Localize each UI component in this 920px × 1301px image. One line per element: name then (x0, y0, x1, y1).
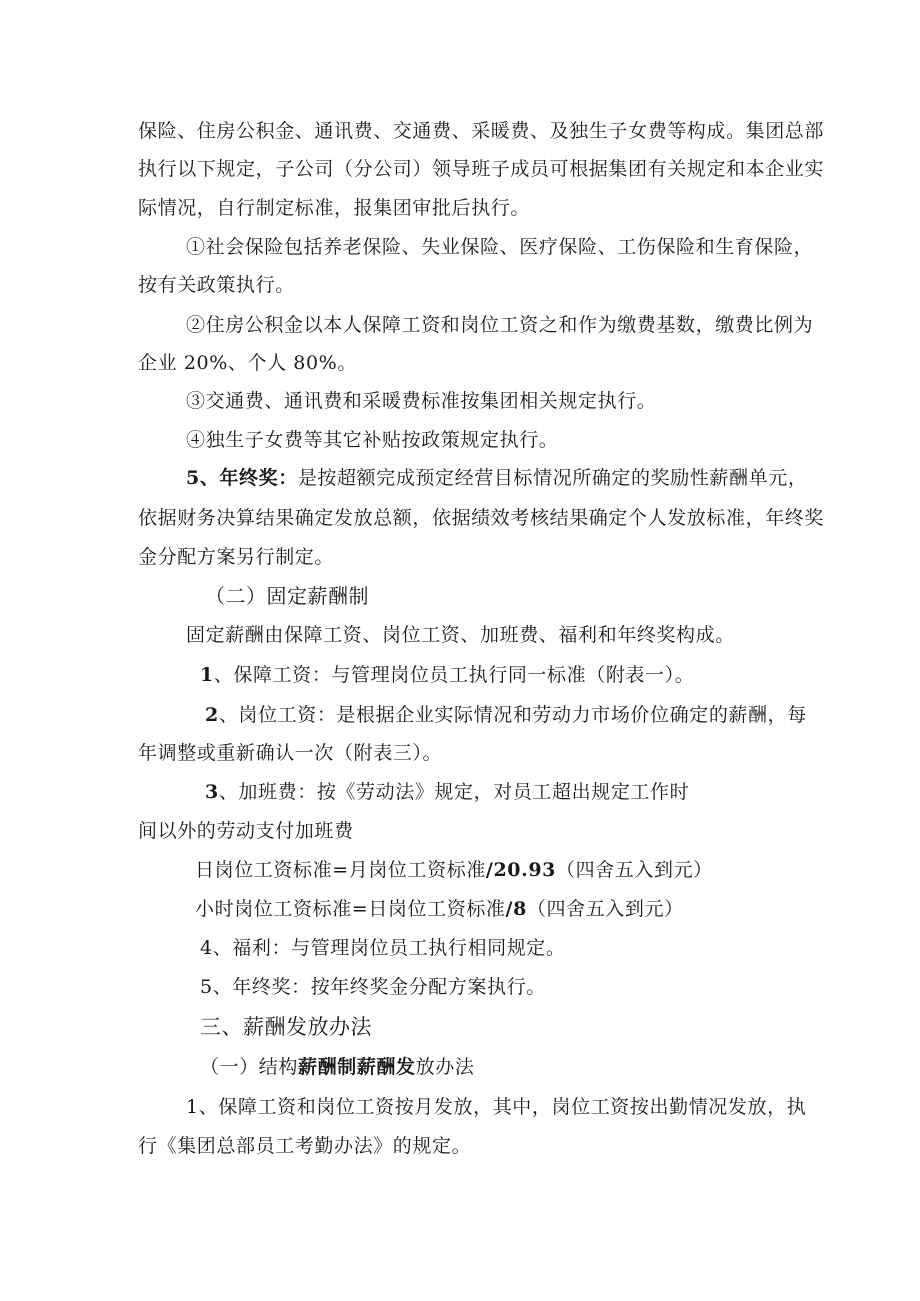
bonus-line (186, 466, 807, 490)
fixed-salary-intro: 固定薪酬由保障工资、岗位工资、加班费、福利和年终奖构成。 (186, 624, 735, 646)
paragraph-line: 金分配方案另行制定。 (138, 546, 335, 568)
formula-text: 日岗位工资标准=月岗位工资标准 (195, 859, 486, 881)
paragraph-line: 保险、住房公积金、通讯费、交通费、采暖费、及独生子女费等构成。集团总部 (138, 120, 825, 142)
bonus-label: 5、年终奖： (186, 467, 298, 489)
bonus-text: 是按超额完成预定经营目标情况所确定的奖励性薪酬单元， (297, 467, 808, 489)
overtime-line (205, 780, 689, 804)
formula-note: （四舍五入到元） (555, 859, 713, 881)
position-wage-line (205, 703, 807, 727)
paragraph-line: 际情况，自行制定标准，报集团审批后执行。 (138, 197, 531, 219)
section-heading-payment: 三、薪酬发放办法 (200, 1015, 372, 1039)
formula-divisor: /20.93 (485, 859, 556, 881)
welfare-line: 4、福利：与管理岗位员工执行相同规定。 (200, 937, 566, 959)
position-wage-text: 、岗位工资：是根据企业实际情况和劳动力市场价位确定的薪酬，每 (218, 704, 807, 726)
subheading-suffix: 放办法 (415, 1056, 475, 1078)
paragraph-line: 间以外的劳动支付加班费 (138, 820, 354, 842)
item-number: 1 (200, 664, 214, 686)
list-item-social-insurance-cont: 按有关政策执行。 (138, 274, 295, 296)
paragraph-line: 行《集团总部员工考勤办法》的规定。 (138, 1135, 472, 1157)
basic-wage-text: 、保障工资：与管理岗位员工执行同一标准（附表一）。 (213, 664, 695, 686)
overtime-text: 、加班费：按《劳动法》规定，对员工超出规定工作时 (218, 781, 690, 803)
daily-wage-formula (195, 858, 713, 882)
section-heading-fixed-salary: （二）固定薪酬制 (205, 584, 369, 608)
subheading-bold: 薪酬制薪酬发 (298, 1056, 416, 1078)
subheading-prefix: （一）结构 (200, 1056, 299, 1078)
paragraph-line: 年调整或重新确认一次（附表三）。 (138, 742, 443, 764)
item-number: 2 (205, 704, 219, 726)
subheading-structured-payment (200, 1055, 474, 1079)
list-item-social-insurance: ①社会保险包括养老保险、失业保险、医疗保险、工伤保险和生育保险， (186, 236, 814, 258)
paragraph-line: 1、保障工资和岗位工资按月发放，其中，岗位工资按出勤情况发放，执 (186, 1096, 807, 1118)
hourly-wage-formula (195, 897, 684, 921)
annual-bonus-line: 5、年终奖：按年终奖金分配方案执行。 (200, 976, 546, 998)
formula-note: （四舍五入到元） (526, 898, 684, 920)
paragraph-line: 执行以下规定，子公司（分公司）领导班子成员可根据集团有关规定和本企业实 (138, 158, 825, 180)
paragraph-line: 依据财务决算结果确定发放总额，依据绩效考核结果确定个人发放标准，年终奖 (138, 507, 825, 529)
list-item-housing-fund: ②住房公积金以本人保障工资和岗位工资之和作为缴费基数，缴费比例为 (186, 314, 814, 336)
list-item-housing-fund-cont: 企业 20%、个人 80%。 (138, 352, 357, 374)
list-item-transport: ③交通费、通讯费和采暖费标准按集团相关规定执行。 (186, 390, 657, 412)
list-item-only-child: ④独生子女费等其它补贴按政策规定执行。 (186, 429, 559, 451)
item-number: 3 (205, 781, 219, 803)
formula-text: 小时岗位工资标准=日岗位工资标准 (195, 898, 506, 920)
formula-divisor: /8 (505, 898, 527, 920)
basic-wage-line (200, 663, 694, 687)
